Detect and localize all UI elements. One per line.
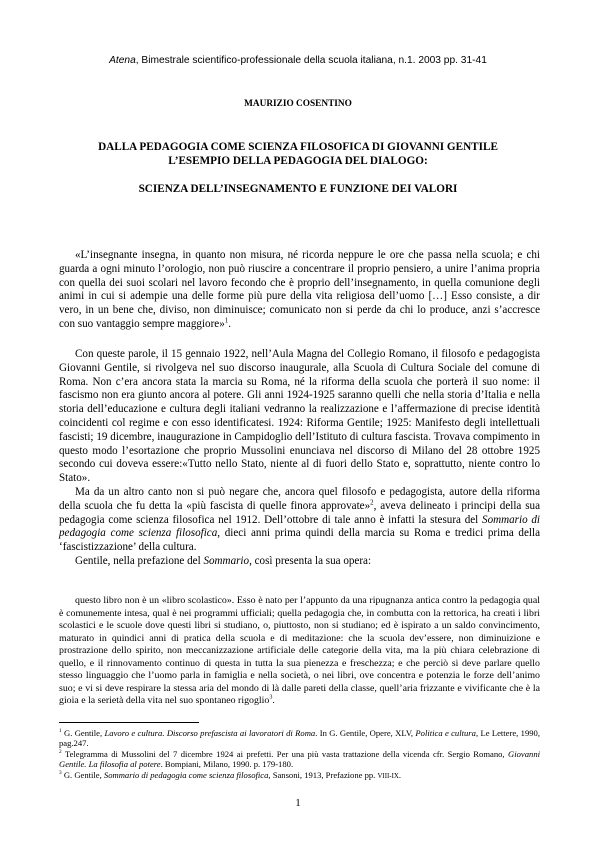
body-paragraph-3 [59,486,540,555]
text-span: . Bompiani, Milano, 1990. p. 179-180. [160,759,294,770]
title-line-2: L’ESEMPIO DELLA PEDAGOGIA DEL DIALOGO: [168,155,428,167]
text-span: G. Gentile, [61,728,105,738]
punctuation: . [272,695,275,706]
footnote-number: 2 [59,748,62,755]
book-title: Sommario di pedagogia come scienza filosofica [59,513,540,540]
book-title: Sommario di pedagogia come scienza filosofica [103,769,269,780]
footnote-ref-1: 1 [224,317,229,325]
text-span: , Sansoni, 1913, Prefazione pp. [268,769,378,780]
body-paragraph-1 [59,249,540,332]
body-paragraph-4 [59,555,540,569]
text-span: , aveva delineato i principi della sua pedagogia come scienza filosofica nel 1912. Dell’ottobre di tale anno è infatti la stesura del [59,499,540,526]
author-name: MAURIZIO COSENTINO [244,99,352,109]
footnote-ref-3: 3 [269,694,273,701]
text-span: . In G. Gentile, Opere, XLV, [315,728,416,738]
text-span: Gentile, nella prefazione del [75,554,204,567]
book-title: Lavoro e cultura. Discorso prefascista ai lavoratori di Roma [104,728,316,738]
footnote-2 [59,749,540,770]
book-title: Politica e cultura [415,728,476,738]
footnote-divider [59,722,199,723]
punctuation: . [398,769,402,780]
quote-text: questo libro non è un «libro scolastico». Esso è nato per l’appunto da una ripugnanza antica contro la pedagogia qual è comunemente intesa, qual è nei programmi ufficiali; quella pedagogia che, in combutta con la rettorica, ha creati i libri scolastici e le scuole dove questi libri si studiano, o, piuttosto, non si studiano; ed è ispirato a un saldo convincimento, maturato in quindici anni di pratica della scuola e di meditazione: che la scuola dev’essere, non diminuizione e prostrazione dello spirito, non meccanizzazione artificiale delle categorie della vita, ma la più chiara celebrazione di quello, e il rinnovamento continuo di questa in tutta la sua pienezza e freschezza; e che perciò si deve parlare quello stesso linguaggio che l’uomo parla in famiglia e nella società, o nei libri, ove concentra e potenzia le forze dell’animo suo; e vi si deve respirare la stessa aria del mondo di là dalle pareti della classe, quell’aria frizzante e vivificante che è la gioia e la serietà della vita nel suo spontaneo rigoglio [59,595,540,706]
footnotes [59,728,540,782]
block-quote [59,595,540,708]
journal-name: Atena [109,55,136,66]
journal-details: , Bimestrale scientifico-professionale della scuola italiana, n.1. 2003 pp. 31-41 [135,55,487,66]
footnote-1 [59,728,540,749]
page-number: 1 [295,797,301,809]
article-subtitle [0,182,596,196]
text-span: , Le Lettere, 1990, pag.247. [59,728,540,749]
footnote-3 [59,770,540,782]
punctuation: . [228,317,231,330]
article-title [0,140,596,168]
page-range: VIII-IX [377,772,399,780]
title-line-3: SCIENZA DELL’INSEGNAMENTO E FUNZIONE DEI VALORI [138,183,458,195]
book-title: Giovanni Gentile. La filosofia al potere [59,748,540,770]
quote-opening: «L’insegnante insegna, in quanto non misura, né ricorda neppure le ore che passa nella scuola; e chi guarda a ogni minuto l’orologio, non può riuscire a concentrare il proprio pensiero, a unire l’anima propria con quella dei suoi scolari nel lavoro fecondo che è proprio dell’insegnamento, in quella comunione degli animi in cui si adempie una delle forme più pure della vita religiosa dell’uomo […] Esso consiste, a dir vero, in un bene che, diviso, non diminuisce; comunicato non si perde da chi lo produce, anzi s’accresce con suo vantaggio sempre maggiore» [59,249,540,330]
text-span: Ma da un altro canto non si può negare che, ancora quel filosofo e pedagogista, autore della riforma della scuola che fu detta la «più fascista di quelle finora approvate» [59,485,540,512]
title-line-1: DALLA PEDAGOGIA COME SCIENZA FILOSOFICA DI GIOVANNI GENTILE [98,141,498,153]
body-paragraph-2: Con queste parole, il 15 gennaio 1922, nell’Aula Magna del Collegio Romano, il filosofo e pedagogista Giovanni Gentile, si rivolgeva nel suo discorso inaugurale, alla Scuola di Cultura Sociale del comune di Roma. Non c’era ancora stata la marcia su Roma, né la riforma della scuola che porterà il suo nome: il fascismo non era giunto ancora al potere. Gli anni 1924-1925 saranno quelli che nella storia d’Italia e nella storia dell’educazione e cultura degli italiani vedranno la realizzazione e l’affermazione di precise identità coincidenti col regime e con esso identificatesi. 1924: Riforma Gentile; 1925: Manifesto degli intellettuali fascisti; 19 dicembre, inaugurazione in Campidoglio dell’Istituto di cultura fascista. Trovava compimento in questo modo l’esortazione che proprio Mussolini enunciava nel discorso di Milano del 28 ottobre 1925 secondo cui doveva essere:«Tutto nello Stato, niente al di fuori dello Stato e, soprattutto, niente contro lo Stato». [59,348,540,485]
text-span: G. Gentile, [61,769,104,780]
footnote-number: 1 [59,728,62,735]
body-main [59,348,540,569]
footnote-ref-2: 2 [370,499,374,507]
text-span: , dieci anni prima quindi della marcia su Roma e tredici prima della ‘fascistizzazione’ della cultura. [59,527,540,554]
journal-header [0,54,596,67]
text-span: Telegramma di Mussolini del 7 dicembre 1924 ai prefetti. Per una più vasta trattazione della vicenda cfr. Sergio Romano, [61,748,509,759]
footnote-number: 3 [59,769,62,776]
book-title: Sommario [203,554,250,567]
text-span: , così presenta la sua opera: [249,554,372,567]
